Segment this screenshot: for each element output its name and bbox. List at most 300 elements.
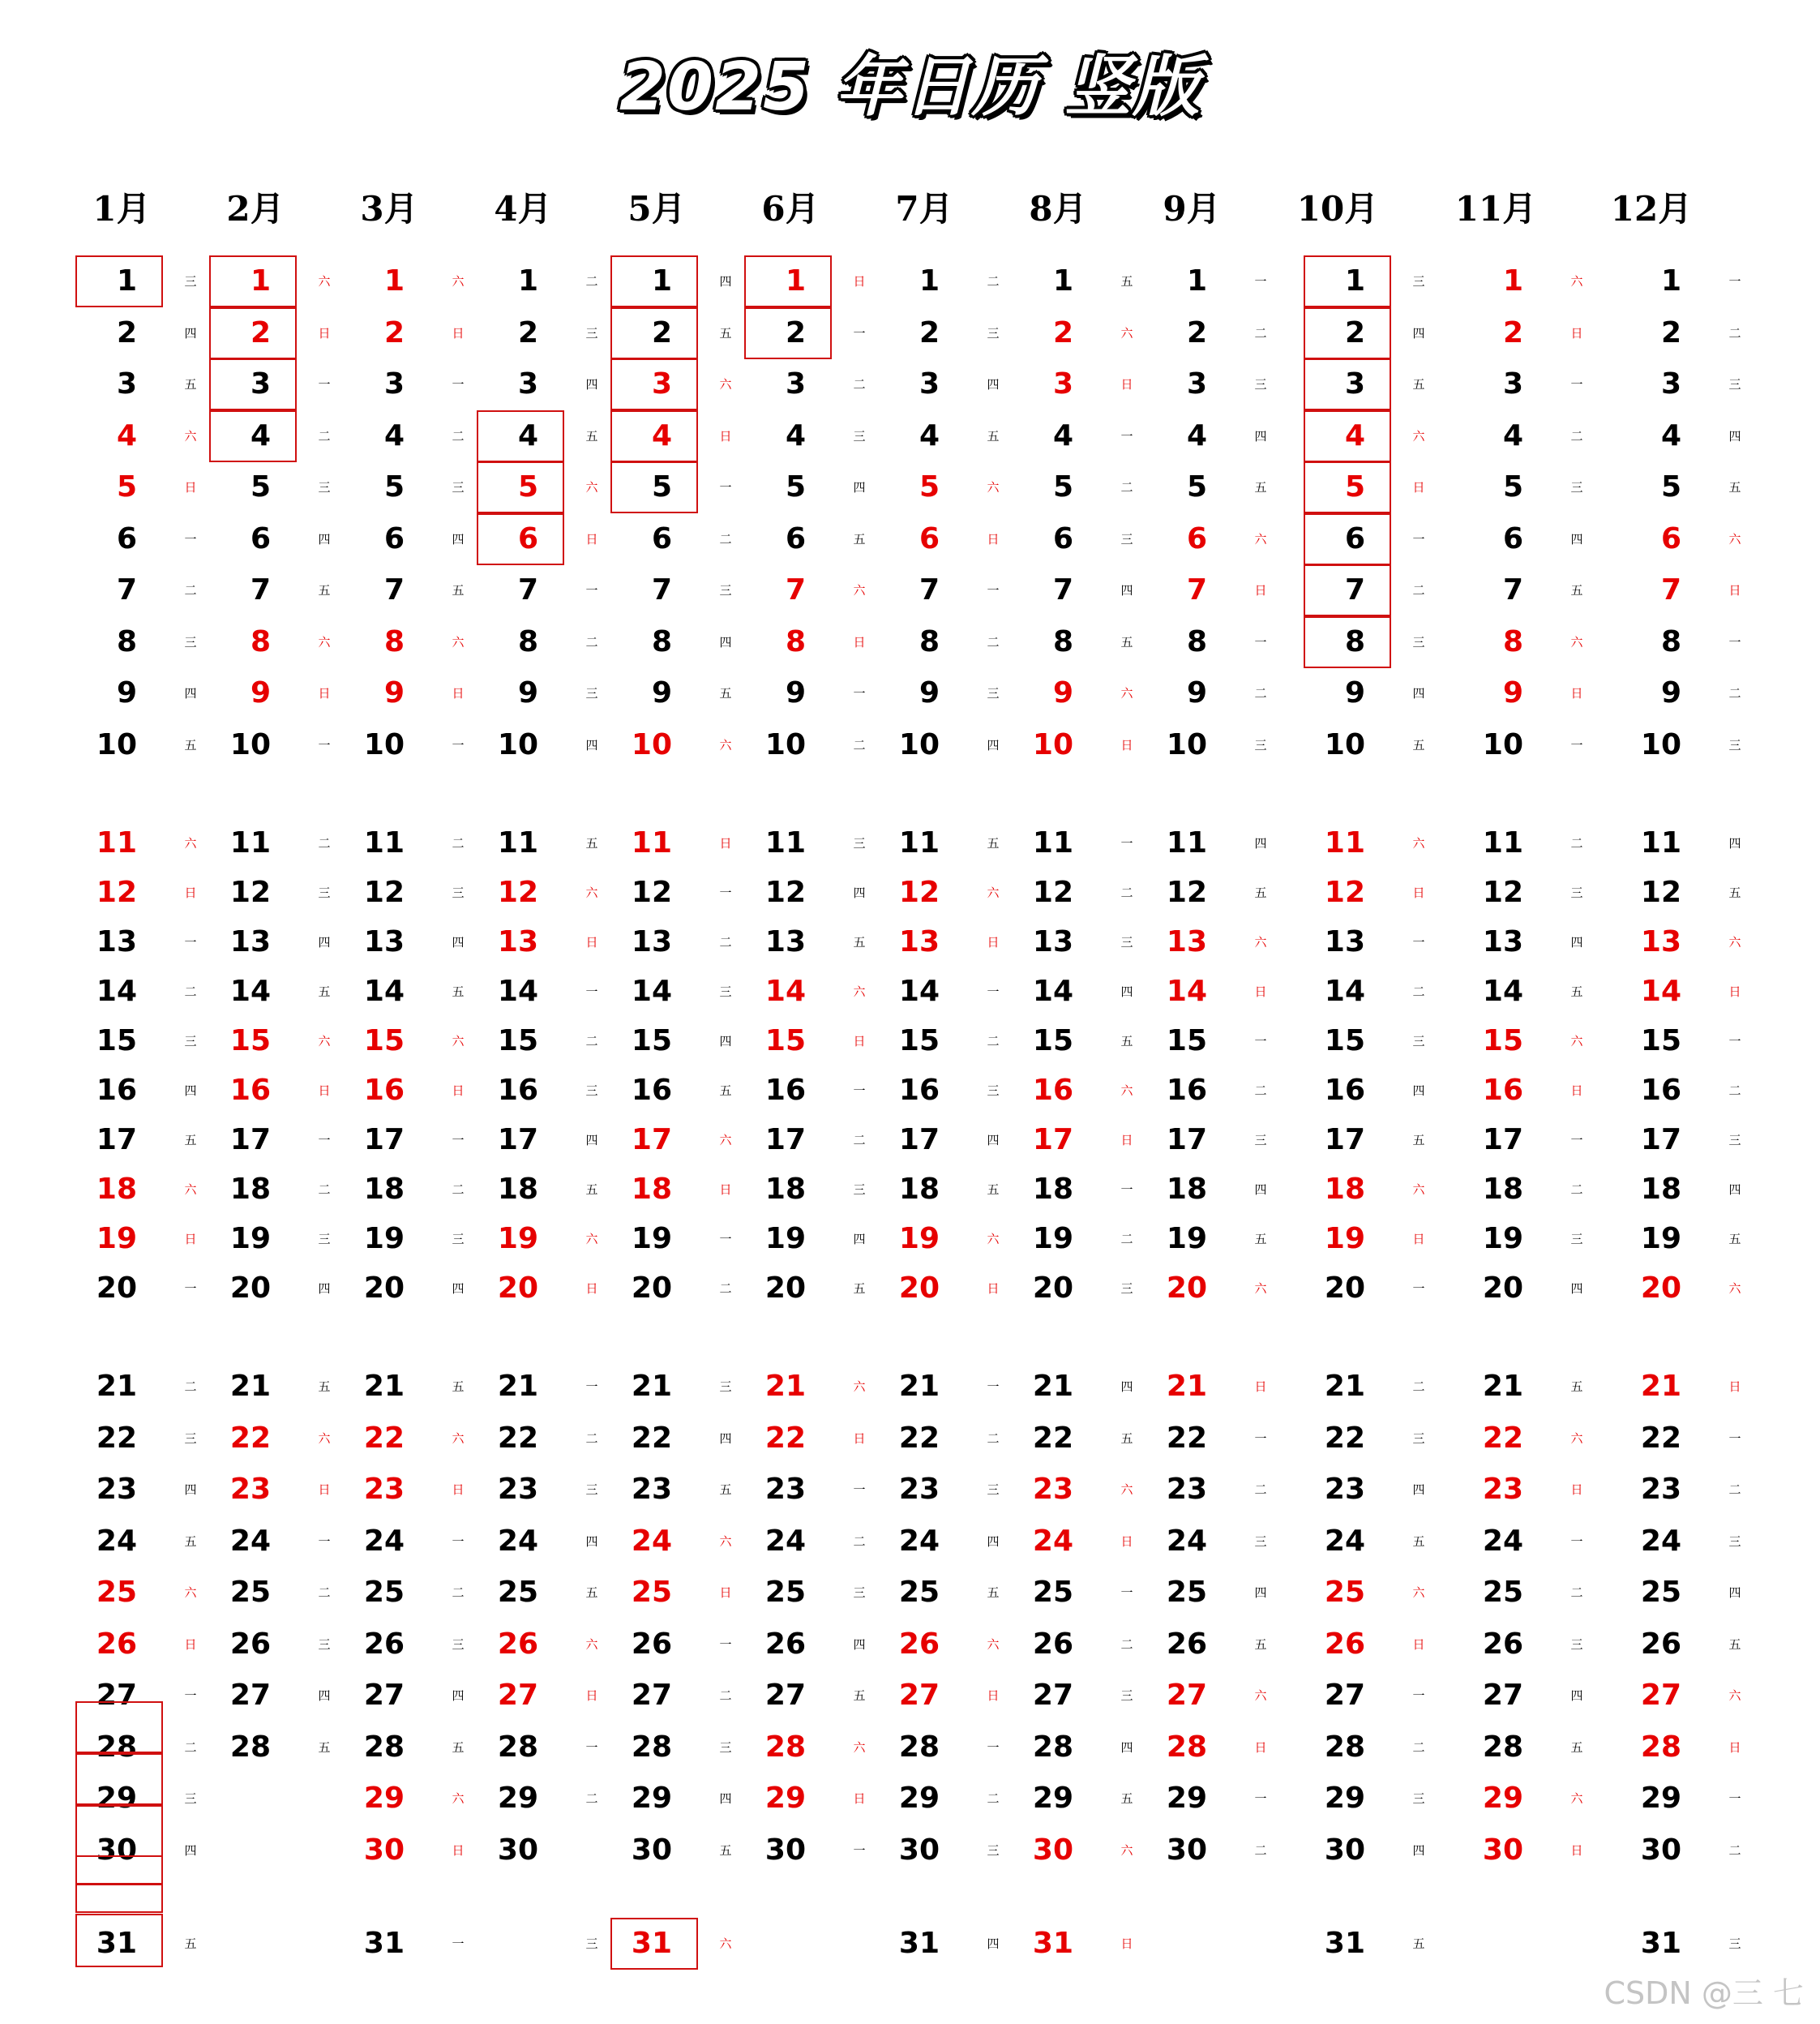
weekday-label: 二: [318, 836, 331, 851]
day-number: 14: [96, 975, 137, 1008]
weekday-label: 六: [719, 377, 732, 392]
day-number: 2: [517, 315, 538, 349]
weekday-label: 五: [1120, 1034, 1133, 1048]
weekday-label: 三: [1120, 935, 1133, 950]
weekday-label: 六: [184, 1585, 197, 1600]
weekday-label: 五: [987, 1585, 1000, 1600]
weekday-label: 五: [1728, 886, 1741, 900]
weekday-label: 二: [1728, 1083, 1741, 1098]
weekday-label: 三: [1254, 1533, 1267, 1549]
day-number: 9: [250, 676, 271, 710]
day-number: 20: [1640, 1271, 1681, 1305]
day-number: 25: [229, 1576, 271, 1609]
weekday-label: 四: [1120, 1379, 1133, 1394]
day-number: 6: [1502, 521, 1523, 555]
weekday-label: 六: [987, 1636, 1000, 1652]
day-number: 24: [1482, 1524, 1523, 1558]
weekday-label: 五: [1120, 1430, 1133, 1446]
day-number: 13: [631, 925, 672, 958]
day-number: 4: [919, 418, 940, 452]
weekday-label: 三: [585, 325, 598, 341]
weekday-label: 一: [853, 1083, 866, 1098]
weekday-label: 日: [1120, 1936, 1133, 1951]
day-number: 14: [229, 975, 271, 1008]
weekday-label: 一: [1728, 274, 1741, 289]
day-number: 15: [1482, 1024, 1523, 1057]
day-number: 26: [1166, 1627, 1207, 1661]
highlight-box: [75, 1914, 163, 1967]
day-number: 29: [764, 1782, 806, 1815]
day-number: 21: [497, 1370, 538, 1403]
day-number: 27: [631, 1679, 672, 1712]
month-header: 4月: [494, 189, 552, 229]
day-number: 11: [898, 826, 940, 860]
day-number: 19: [1640, 1222, 1681, 1255]
day-number: 13: [96, 925, 137, 958]
day-number: 10: [764, 727, 806, 761]
weekday-label: 二: [987, 1034, 1000, 1048]
day-number: 2: [785, 315, 806, 349]
day-number: 23: [1482, 1473, 1523, 1506]
weekday-label: 三: [1412, 274, 1425, 289]
highlight-box: [209, 255, 297, 307]
highlight-box: [477, 513, 564, 565]
highlight-box: [744, 307, 832, 359]
weekday-label: 一: [184, 1281, 197, 1296]
weekday-label: 六: [1728, 1281, 1741, 1296]
weekday-label: 二: [1412, 1379, 1425, 1394]
weekday-label: 六: [1254, 531, 1267, 547]
day-number: 12: [229, 876, 271, 909]
weekday-label: 二: [585, 1034, 598, 1048]
weekday-label: 二: [1412, 984, 1425, 999]
weekday-label: 一: [1254, 1791, 1267, 1806]
day-number: 23: [229, 1473, 271, 1506]
weekday-label: 四: [1728, 428, 1741, 444]
day-number: 6: [383, 521, 405, 555]
day-number: 16: [497, 1074, 538, 1107]
weekday-label: 四: [452, 1688, 465, 1703]
day-number: 18: [764, 1173, 806, 1206]
day-number: 19: [497, 1222, 538, 1255]
day-number: 17: [1482, 1123, 1523, 1156]
day-number: 25: [497, 1576, 538, 1609]
weekday-label: 四: [184, 325, 197, 341]
weekday-label: 四: [1570, 1281, 1583, 1296]
weekday-label: 日: [1254, 984, 1267, 999]
day-number: 22: [497, 1421, 538, 1455]
weekday-label: 一: [1570, 1133, 1583, 1147]
weekday-label: 五: [1728, 1232, 1741, 1246]
day-number: 10: [1324, 727, 1365, 761]
day-number: 28: [764, 1730, 806, 1764]
weekday-label: 日: [853, 1034, 866, 1048]
day-number: 13: [898, 925, 940, 958]
weekday-label: 四: [184, 686, 197, 701]
weekday-label: 日: [1728, 1739, 1741, 1755]
weekday-label: 四: [1412, 686, 1425, 701]
highlight-box: [477, 410, 564, 462]
day-number: 5: [116, 470, 137, 504]
day-number: 1: [383, 264, 405, 298]
weekday-label: 二: [1728, 1842, 1741, 1858]
weekday-label: 五: [987, 836, 1000, 851]
watermark: CSDN @三 七: [1604, 1975, 1804, 2011]
weekday-label: 日: [987, 1281, 1000, 1296]
day-number: 17: [764, 1123, 806, 1156]
weekday-label: 五: [585, 1585, 598, 1600]
weekday-label: 一: [585, 984, 598, 999]
weekday-label: 三: [1412, 1034, 1425, 1048]
weekday-label: 一: [585, 1739, 598, 1755]
day-number: 8: [517, 624, 538, 658]
day-number: 30: [1482, 1833, 1523, 1867]
day-number: 27: [1482, 1679, 1523, 1712]
weekday-label: 四: [987, 1133, 1000, 1147]
weekday-label: 日: [318, 686, 331, 701]
weekday-label: 一: [184, 935, 197, 950]
day-number: 2: [919, 315, 940, 349]
weekday-label: 六: [452, 1034, 465, 1048]
day-number: 25: [1166, 1576, 1207, 1609]
day-number: 30: [1032, 1833, 1073, 1867]
weekday-label: 一: [853, 1482, 866, 1497]
day-number: 28: [96, 1730, 137, 1764]
weekday-label: 一: [987, 583, 1000, 598]
weekday-label: 三: [318, 1232, 331, 1246]
day-number: 24: [363, 1524, 405, 1558]
weekday-label: 三: [853, 1585, 866, 1600]
day-number: 21: [1482, 1370, 1523, 1403]
weekday-label: 三: [719, 1379, 732, 1394]
weekday-label: 三: [1254, 377, 1267, 392]
day-number: 18: [1324, 1173, 1365, 1206]
day-number: 31: [898, 1927, 940, 1960]
weekday-label: 一: [318, 737, 331, 753]
weekday-label: 三: [853, 428, 866, 444]
weekday-label: 二: [1728, 1482, 1741, 1497]
weekday-label: 五: [1412, 1936, 1425, 1951]
day-number: 2: [1502, 315, 1523, 349]
highlight-box: [75, 1884, 163, 1913]
day-number: 15: [229, 1024, 271, 1057]
weekday-label: 三: [987, 686, 1000, 701]
day-number: 17: [96, 1123, 137, 1156]
weekday-label: 五: [1120, 634, 1133, 650]
weekday-label: 二: [1254, 325, 1267, 341]
day-number: 22: [631, 1421, 672, 1455]
weekday-label: 日: [1120, 737, 1133, 753]
day-number: 20: [764, 1271, 806, 1305]
weekday-label: 一: [1254, 1430, 1267, 1446]
day-number: 25: [96, 1576, 137, 1609]
weekday-label: 六: [853, 583, 866, 598]
weekday-label: 三: [1570, 480, 1583, 495]
day-number: 23: [96, 1473, 137, 1506]
day-number: 6: [785, 521, 806, 555]
weekday-label: 二: [987, 634, 1000, 650]
day-number: 28: [1640, 1730, 1681, 1764]
day-number: 4: [1052, 418, 1073, 452]
weekday-label: 三: [585, 1083, 598, 1098]
day-number: 23: [363, 1473, 405, 1506]
day-number: 19: [96, 1222, 137, 1255]
weekday-label: 四: [585, 1533, 598, 1549]
weekday-label: 四: [1728, 1585, 1741, 1600]
day-number: 1: [116, 264, 137, 298]
weekday-label: 五: [184, 737, 197, 753]
weekday-label: 三: [1412, 634, 1425, 650]
page-title: 2025 年日历 竖版: [619, 49, 1201, 126]
weekday-label: 一: [585, 1379, 598, 1394]
weekday-label: 三: [719, 984, 732, 999]
weekday-label: 一: [1120, 428, 1133, 444]
weekday-label: 四: [184, 1083, 197, 1098]
weekday-label: 二: [853, 737, 866, 753]
weekday-label: 二: [1728, 686, 1741, 701]
weekday-label: 四: [585, 737, 598, 753]
day-number: 5: [1344, 470, 1365, 504]
weekday-label: 三: [1728, 377, 1741, 392]
day-number: 10: [497, 727, 538, 761]
day-number: 31: [1640, 1927, 1681, 1960]
day-number: 11: [497, 826, 538, 860]
weekday-label: 三: [1728, 1936, 1741, 1951]
weekday-label: 日: [987, 531, 1000, 547]
day-number: 24: [1032, 1524, 1073, 1558]
weekday-label: 日: [987, 1688, 1000, 1703]
day-number: 8: [1502, 624, 1523, 658]
day-number: 19: [229, 1222, 271, 1255]
weekday-label: 六: [1570, 634, 1583, 650]
day-number: 10: [363, 727, 405, 761]
weekday-label: 日: [1570, 1842, 1583, 1858]
day-number: 13: [764, 925, 806, 958]
highlight-box: [610, 1918, 698, 1970]
weekday-label: 一: [1412, 1688, 1425, 1703]
weekday-label: 日: [1570, 686, 1583, 701]
day-number: 26: [764, 1627, 806, 1661]
weekday-label: 三: [853, 1182, 866, 1197]
day-number: 21: [96, 1370, 137, 1403]
month-header: 12月: [1610, 189, 1693, 229]
day-number: 17: [1166, 1123, 1207, 1156]
weekday-label: 二: [452, 836, 465, 851]
day-number: 17: [898, 1123, 940, 1156]
day-number: 8: [1052, 624, 1073, 658]
weekday-label: 二: [1254, 1482, 1267, 1497]
day-number: 19: [363, 1222, 405, 1255]
weekday-label: 六: [318, 1034, 331, 1048]
weekday-label: 六: [452, 1791, 465, 1806]
day-number: 15: [1640, 1024, 1681, 1057]
month-header: 2月: [226, 189, 285, 229]
day-number: 17: [229, 1123, 271, 1156]
day-number: 12: [1640, 876, 1681, 909]
day-number: 17: [1324, 1123, 1365, 1156]
weekday-label: 日: [585, 1281, 598, 1296]
day-number: 5: [785, 470, 806, 504]
day-number: 6: [651, 521, 672, 555]
day-number: 8: [116, 624, 137, 658]
day-number: 14: [898, 975, 940, 1008]
weekday-label: 二: [452, 1182, 465, 1197]
weekday-label: 四: [1254, 836, 1267, 851]
weekday-label: 一: [1728, 1430, 1741, 1446]
weekday-label: 一: [585, 583, 598, 598]
weekday-label: 日: [318, 1482, 331, 1497]
weekday-label: 五: [184, 1936, 197, 1951]
day-number: 19: [1482, 1222, 1523, 1255]
weekday-label: 四: [987, 1533, 1000, 1549]
day-number: 12: [1324, 876, 1365, 909]
day-number: 29: [96, 1782, 137, 1815]
highlight-box: [1304, 461, 1391, 513]
day-number: 16: [1032, 1074, 1073, 1107]
day-number: 24: [764, 1524, 806, 1558]
day-number: 4: [1502, 418, 1523, 452]
day-number: 9: [1660, 676, 1681, 710]
weekday-label: 日: [853, 274, 866, 289]
weekday-label: 五: [853, 1281, 866, 1296]
day-number: 6: [1660, 521, 1681, 555]
day-number: 27: [229, 1679, 271, 1712]
weekday-label: 六: [1120, 1482, 1133, 1497]
day-number: 14: [1640, 975, 1681, 1008]
month-header: 7月: [895, 189, 953, 229]
highlight-box: [209, 358, 297, 410]
day-number: 11: [1324, 826, 1365, 860]
weekday-label: 日: [318, 1083, 331, 1098]
day-number: 9: [1502, 676, 1523, 710]
day-number: 28: [1032, 1730, 1073, 1764]
weekday-label: 四: [1570, 531, 1583, 547]
day-number: 23: [1032, 1473, 1073, 1506]
day-number: 18: [1482, 1173, 1523, 1206]
day-number: 10: [96, 727, 137, 761]
weekday-label: 一: [452, 737, 465, 753]
weekday-label: 六: [585, 886, 598, 900]
weekday-label: 三: [184, 1430, 197, 1446]
weekday-label: 五: [585, 428, 598, 444]
weekday-label: 四: [719, 634, 732, 650]
day-number: 16: [1640, 1074, 1681, 1107]
day-number: 20: [1032, 1271, 1073, 1305]
day-number: 1: [250, 264, 271, 298]
weekday-label: 四: [719, 1430, 732, 1446]
weekday-label: 一: [1120, 1585, 1133, 1600]
weekday-label: 五: [719, 686, 732, 701]
weekday-label: 日: [1728, 984, 1741, 999]
weekday-label: 三: [987, 325, 1000, 341]
day-number: 2: [116, 315, 137, 349]
highlight-box: [209, 410, 297, 462]
day-number: 6: [919, 521, 940, 555]
weekday-label: 二: [1254, 1083, 1267, 1098]
day-number: 31: [1032, 1927, 1073, 1960]
month-header: 1月: [92, 189, 151, 229]
weekday-label: 三: [318, 480, 331, 495]
weekday-label: 六: [1728, 1688, 1741, 1703]
day-number: 9: [517, 676, 538, 710]
weekday-label: 一: [1728, 634, 1741, 650]
day-number: 25: [1482, 1576, 1523, 1609]
weekday-label: 六: [719, 1133, 732, 1147]
day-number: 23: [631, 1473, 672, 1506]
day-number: 7: [785, 573, 806, 607]
weekday-label: 三: [1570, 1636, 1583, 1652]
day-number: 25: [1032, 1576, 1073, 1609]
weekday-label: 六: [1120, 1083, 1133, 1098]
weekday-label: 二: [452, 428, 465, 444]
weekday-label: 日: [1570, 1482, 1583, 1497]
weekday-label: 五: [452, 583, 465, 598]
weekday-label: 日: [1412, 1636, 1425, 1652]
day-number: 12: [898, 876, 940, 909]
day-number: 9: [1344, 676, 1365, 710]
day-number: 2: [383, 315, 405, 349]
weekday-label: 五: [853, 935, 866, 950]
day-number: 12: [631, 876, 672, 909]
weekday-label: 五: [1412, 737, 1425, 753]
weekday-label: 五: [184, 1133, 197, 1147]
day-number: 15: [898, 1024, 940, 1057]
day-number: 24: [1640, 1524, 1681, 1558]
weekday-label: 日: [1254, 1379, 1267, 1394]
weekday-label: 四: [853, 480, 866, 495]
day-number: 1: [919, 264, 940, 298]
weekday-label: 五: [184, 1533, 197, 1549]
day-number: 23: [497, 1473, 538, 1506]
weekday-label: 一: [987, 1739, 1000, 1755]
highlight-box: [477, 461, 564, 513]
day-number: 26: [1640, 1627, 1681, 1661]
day-number: 2: [1660, 315, 1681, 349]
day-number: 1: [1344, 264, 1365, 298]
day-number: 8: [919, 624, 940, 658]
weekday-label: 六: [719, 1936, 732, 1951]
day-number: 26: [631, 1627, 672, 1661]
weekday-label: 四: [1412, 1842, 1425, 1858]
weekday-label: 六: [1120, 686, 1133, 701]
day-number: 13: [363, 925, 405, 958]
weekday-label: 六: [1570, 274, 1583, 289]
day-number: 31: [1324, 1927, 1365, 1960]
weekday-label: 三: [1254, 1133, 1267, 1147]
day-number: 18: [96, 1173, 137, 1206]
day-number: 1: [517, 264, 538, 298]
weekday-label: 五: [318, 583, 331, 598]
weekday-label: 四: [184, 1482, 197, 1497]
day-number: 1: [651, 264, 672, 298]
day-number: 2: [651, 315, 672, 349]
day-number: 22: [96, 1421, 137, 1455]
day-number: 4: [1660, 418, 1681, 452]
weekday-label: 六: [1570, 1034, 1583, 1048]
weekday-label: 日: [585, 531, 598, 547]
weekday-label: 三: [1412, 1791, 1425, 1806]
day-number: 18: [898, 1173, 940, 1206]
highlight-box: [75, 1701, 163, 1753]
day-number: 25: [764, 1576, 806, 1609]
weekday-label: 日: [1120, 377, 1133, 392]
day-number: 19: [764, 1222, 806, 1255]
day-number: 6: [1344, 521, 1365, 555]
day-number: 1: [1660, 264, 1681, 298]
day-number: 5: [651, 470, 672, 504]
weekday-label: 六: [719, 1533, 732, 1549]
weekday-label: 四: [987, 1936, 1000, 1951]
